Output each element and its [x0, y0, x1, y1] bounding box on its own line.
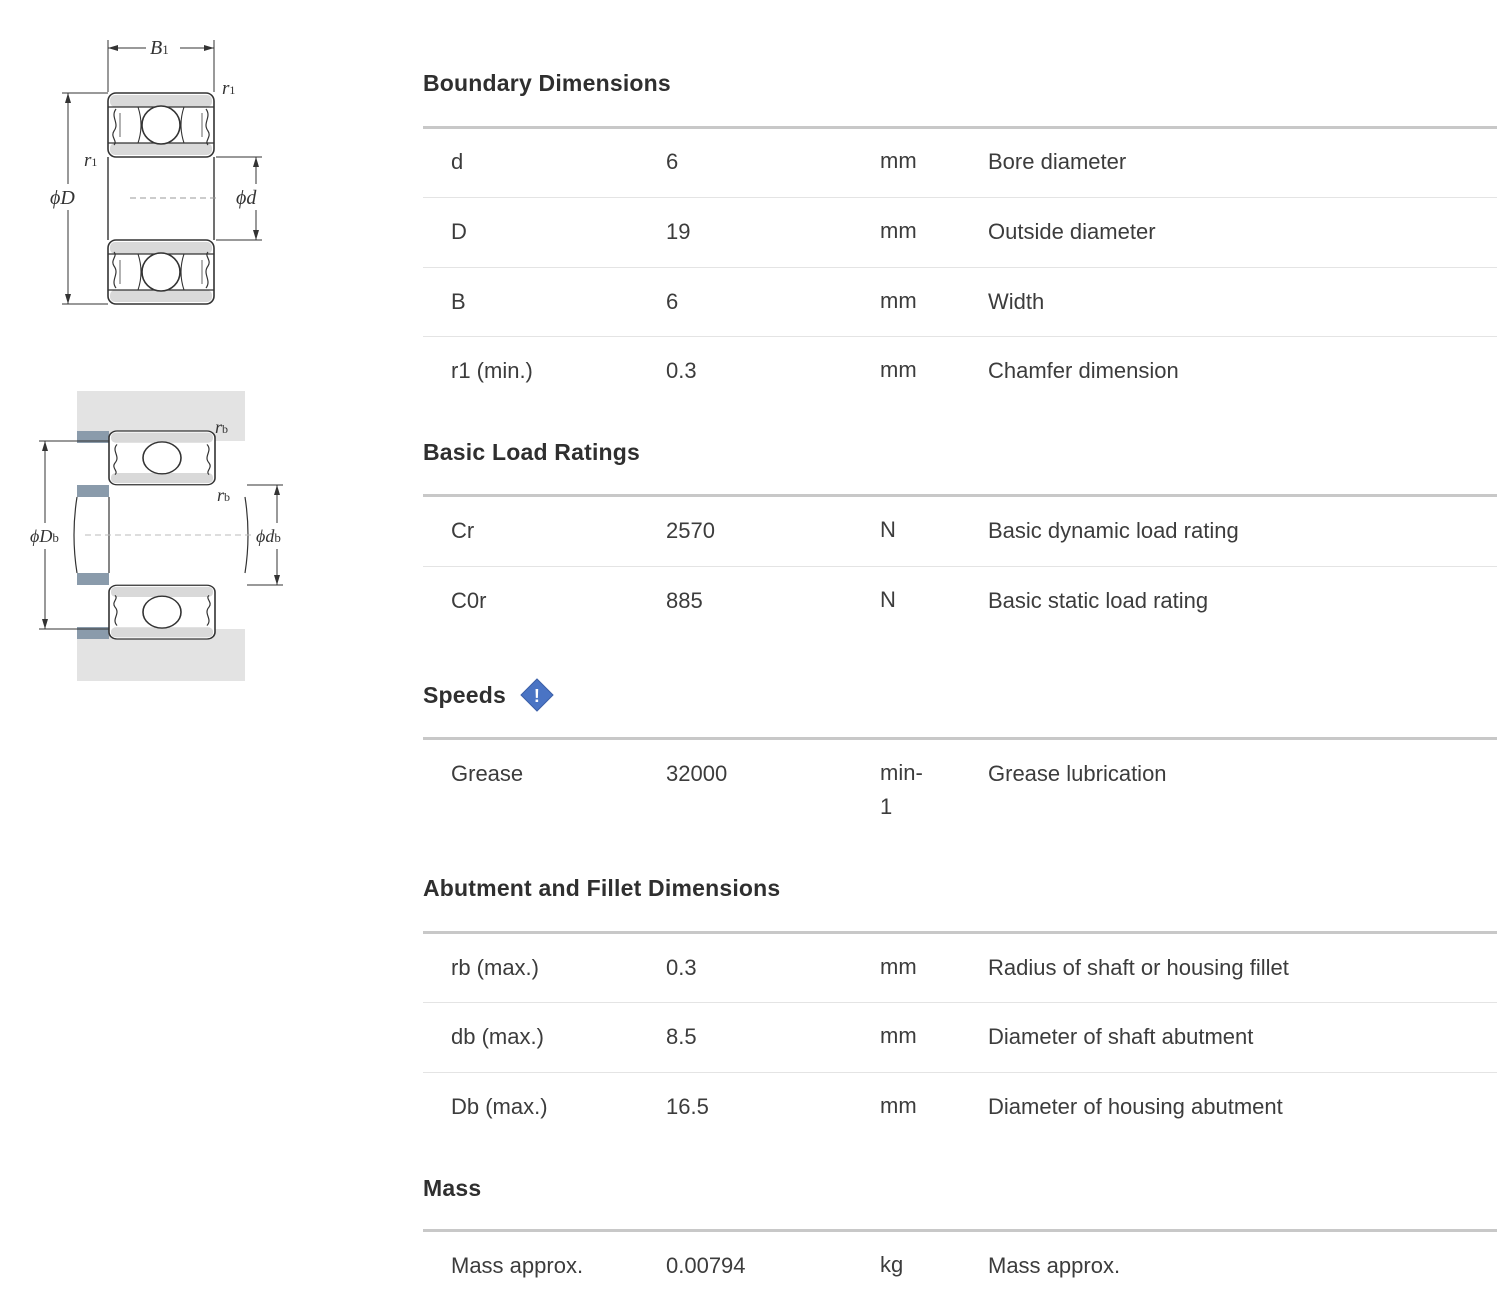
- table-row: [423, 129, 1497, 198]
- row-unit: N: [880, 587, 896, 612]
- label-phi-Db: ϕD: [30, 526, 53, 546]
- row-value: 19: [666, 219, 691, 244]
- row-unit: mm: [880, 1093, 917, 1118]
- info-diamond-icon[interactable]: [520, 678, 554, 712]
- label-phi-db: ϕd: [256, 526, 275, 546]
- section-title-text: Boundary Dimensions: [423, 70, 671, 96]
- label-phi-d: ϕd: [236, 187, 257, 209]
- row-value: 32000: [666, 761, 728, 786]
- label-rb-top: r: [215, 417, 223, 437]
- row-description: Diameter of housing abutment: [988, 1094, 1283, 1119]
- row-symbol: rb (max.): [451, 955, 539, 980]
- table-row: [423, 198, 1497, 268]
- row-value: 6: [666, 289, 679, 314]
- section-title-text: Basic Load Ratings: [423, 439, 641, 465]
- row-description: Diameter of shaft abutment: [988, 1024, 1254, 1049]
- label-rb-mid: r: [217, 485, 225, 505]
- row-unit: mm: [880, 1023, 917, 1048]
- row-description: Outside diameter: [988, 219, 1156, 244]
- row-symbol: C0r: [451, 588, 487, 613]
- table-row: [423, 934, 1497, 1003]
- row-value: 0.3: [666, 358, 697, 383]
- section-title-abutment-fillet: [423, 875, 780, 902]
- label-r1-top-sub: 1: [229, 83, 236, 97]
- table-row: [423, 337, 1497, 405]
- row-value: 16.5: [666, 1094, 709, 1119]
- label-rb-mid-sub: b: [224, 490, 231, 504]
- table-row: [423, 740, 1497, 830]
- table-row: [423, 1003, 1497, 1073]
- label-phi-db-sub: b: [274, 530, 281, 545]
- label-B1-sub: 1: [162, 42, 169, 57]
- row-unit: mm: [880, 288, 917, 313]
- table-row: [423, 268, 1497, 337]
- row-description: Mass approx.: [988, 1253, 1121, 1278]
- row-value: 0.3: [666, 955, 697, 980]
- label-r1-top: r: [222, 78, 230, 99]
- row-value: 2570: [666, 518, 715, 543]
- section-title-text: Abutment and Fillet Dimensions: [423, 875, 781, 901]
- label-phi-Db-sub: b: [52, 530, 59, 545]
- row-symbol: D: [451, 219, 467, 244]
- row-description: Basic dynamic load rating: [988, 518, 1239, 543]
- row-value: 8.5: [666, 1024, 697, 1049]
- row-value: 0.00794: [666, 1253, 746, 1278]
- row-unit: kg: [880, 1252, 904, 1277]
- label-B1: B: [150, 37, 163, 59]
- table-row: [423, 1073, 1497, 1142]
- row-description: Basic static load rating: [988, 588, 1209, 613]
- row-symbol: d: [451, 149, 464, 174]
- row-description: Grease lubrication: [988, 761, 1167, 786]
- label-rb-top-sub: b: [222, 422, 229, 436]
- row-description: Radius of shaft or housing fillet: [988, 955, 1289, 980]
- row-unit: mm: [880, 357, 917, 382]
- row-symbol: db (max.): [451, 1024, 544, 1049]
- section-title-text: Speeds: [423, 681, 507, 708]
- row-symbol: r1 (min.): [451, 358, 533, 383]
- bearing-drawings: [0, 0, 400, 1309]
- row-symbol: Mass approx.: [451, 1253, 584, 1278]
- row-value: 6: [666, 149, 679, 174]
- label-phi-D: ϕD: [50, 187, 75, 209]
- info-icon-glyph: !: [533, 686, 541, 706]
- label-r1-left: r: [84, 150, 92, 171]
- section-title-text: Mass: [423, 1175, 482, 1201]
- row-symbol: Db (max.): [451, 1094, 548, 1119]
- row-symbol: Cr: [451, 518, 475, 543]
- table-row: [423, 497, 1497, 567]
- row-unit: N: [880, 517, 896, 542]
- row-symbol: B: [451, 289, 466, 314]
- section-title-speeds: [423, 678, 554, 712]
- row-unit: min-1: [880, 760, 923, 819]
- row-value: 885: [666, 588, 703, 613]
- bearing-dimension-drawing: [30, 30, 330, 350]
- table-row: [423, 1232, 1497, 1300]
- row-unit: mm: [880, 148, 917, 173]
- table-row: [423, 567, 1497, 635]
- section-title-mass: [423, 1175, 481, 1202]
- section-title-basic-load-ratings: [423, 439, 640, 466]
- label-r1-left-sub: 1: [91, 155, 98, 169]
- svg-text:r1: [84, 150, 97, 171]
- row-description: Chamfer dimension: [988, 358, 1179, 383]
- row-description: Bore diameter: [988, 149, 1127, 174]
- abutment-drawing: [25, 385, 325, 685]
- row-unit: mm: [880, 218, 917, 243]
- row-unit: mm: [880, 954, 917, 979]
- section-title-boundary-dimensions: [423, 70, 671, 97]
- row-description: Width: [988, 289, 1045, 314]
- svg-text:r1: [222, 78, 235, 99]
- row-symbol: Grease: [451, 761, 524, 786]
